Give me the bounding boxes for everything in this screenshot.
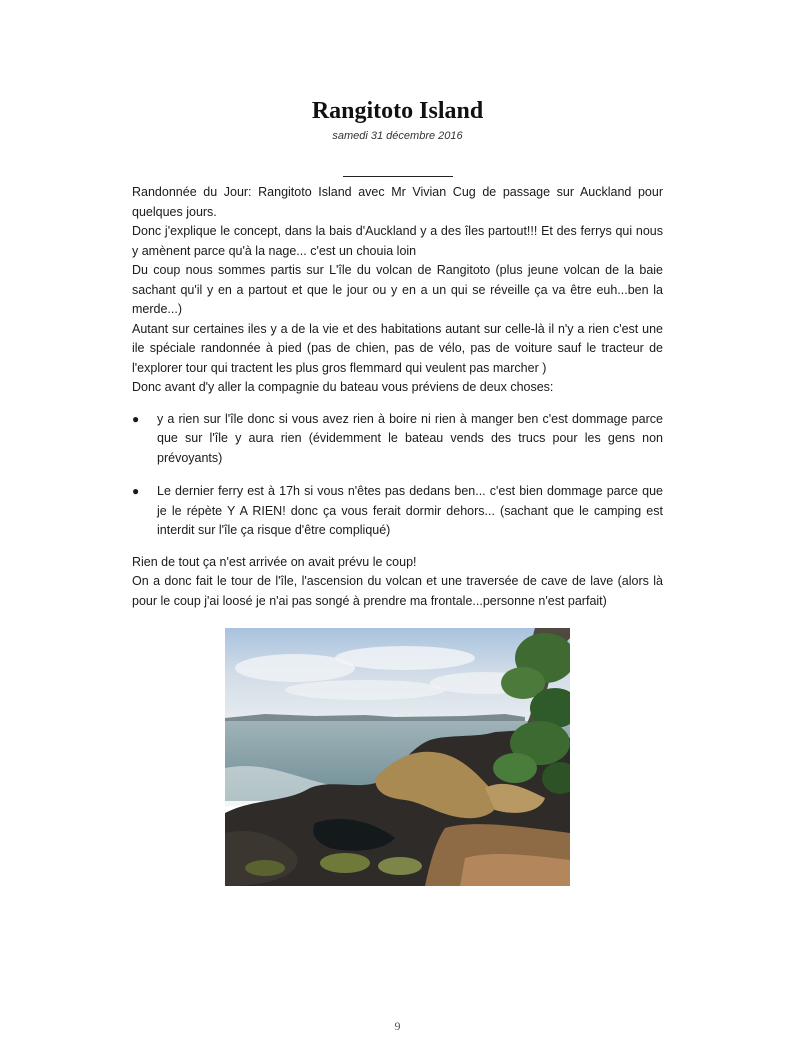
warning-list <box>132 410 663 541</box>
post-date: samedi 31 décembre 2016 <box>332 130 463 142</box>
list-item <box>132 482 663 541</box>
paragraph: Autant sur certaines iles y a de la vie et des habitations autant sur celle-là il n'y a rien c'est une ile spéciale randonnée à pied (pas de chien, pas de vélo, pas de voiture sauf le tracteur de l'explorer tour qui tractent les plus gros flemmard qui veulent pas marcher ) <box>132 321 663 375</box>
paragraph: On a donc fait le tour de l'île, l'ascension du volcan et une traversée de cave de lave (alors là pour le coup j'ai loosé je n'ai pas songé à prendre ma frontale...personne n'est parfait) <box>132 574 663 608</box>
paragraph: Donc avant d'y aller la compagnie du bateau vous préviens de deux choses: <box>132 380 554 394</box>
title-divider <box>343 176 453 177</box>
article-body <box>132 183 663 611</box>
paragraph: Randonnée du Jour: Rangitoto Island avec Mr Vivian Cug de passage sur Auckland pour quelques jours. <box>132 185 663 219</box>
list-item <box>132 410 663 469</box>
paragraph: Du coup nous sommes partis sur L'île du volcan de Rangitoto (plus jeune volcan de la baie sachant qu'il y en a partout et que le jour ou y en a un qui se réveille ça va être euh...ben la merde...) <box>132 263 663 316</box>
paragraph: Rien de tout ça n'est arrivée on avait prévu le coup! <box>132 554 417 569</box>
page-number: 9 <box>394 1019 401 1033</box>
landscape-photo-icon <box>225 628 570 886</box>
list-item-text: Le dernier ferry est à 17h si vous n'êtes pas dedans ben... c'est bien dommage parce que je le répète Y A RIEN! donc ça vous ferait dormir dehors... (sachant que le camping est interdit sur l'île ça risque d'être compliqué) <box>157 484 663 537</box>
paragraph: Donc j'explique le concept, dans la bais d'Auckland y a des îles partout!!! Et des ferrys qui nous y amènent parce qu'à la nage... c'est un chouia loin <box>132 224 663 258</box>
bullet-icon: ● <box>132 411 140 426</box>
list-item-text: y a rien sur l'île donc si vous avez rien à boire ni rien à manger ben c'est dommage parce que sur l'île y aura rien (évidemment le bateau vends des trucs pour les gens non prévoyants) <box>157 411 663 465</box>
bullet-icon: ● <box>132 484 140 498</box>
page-title: Rangitoto Island <box>311 98 484 124</box>
